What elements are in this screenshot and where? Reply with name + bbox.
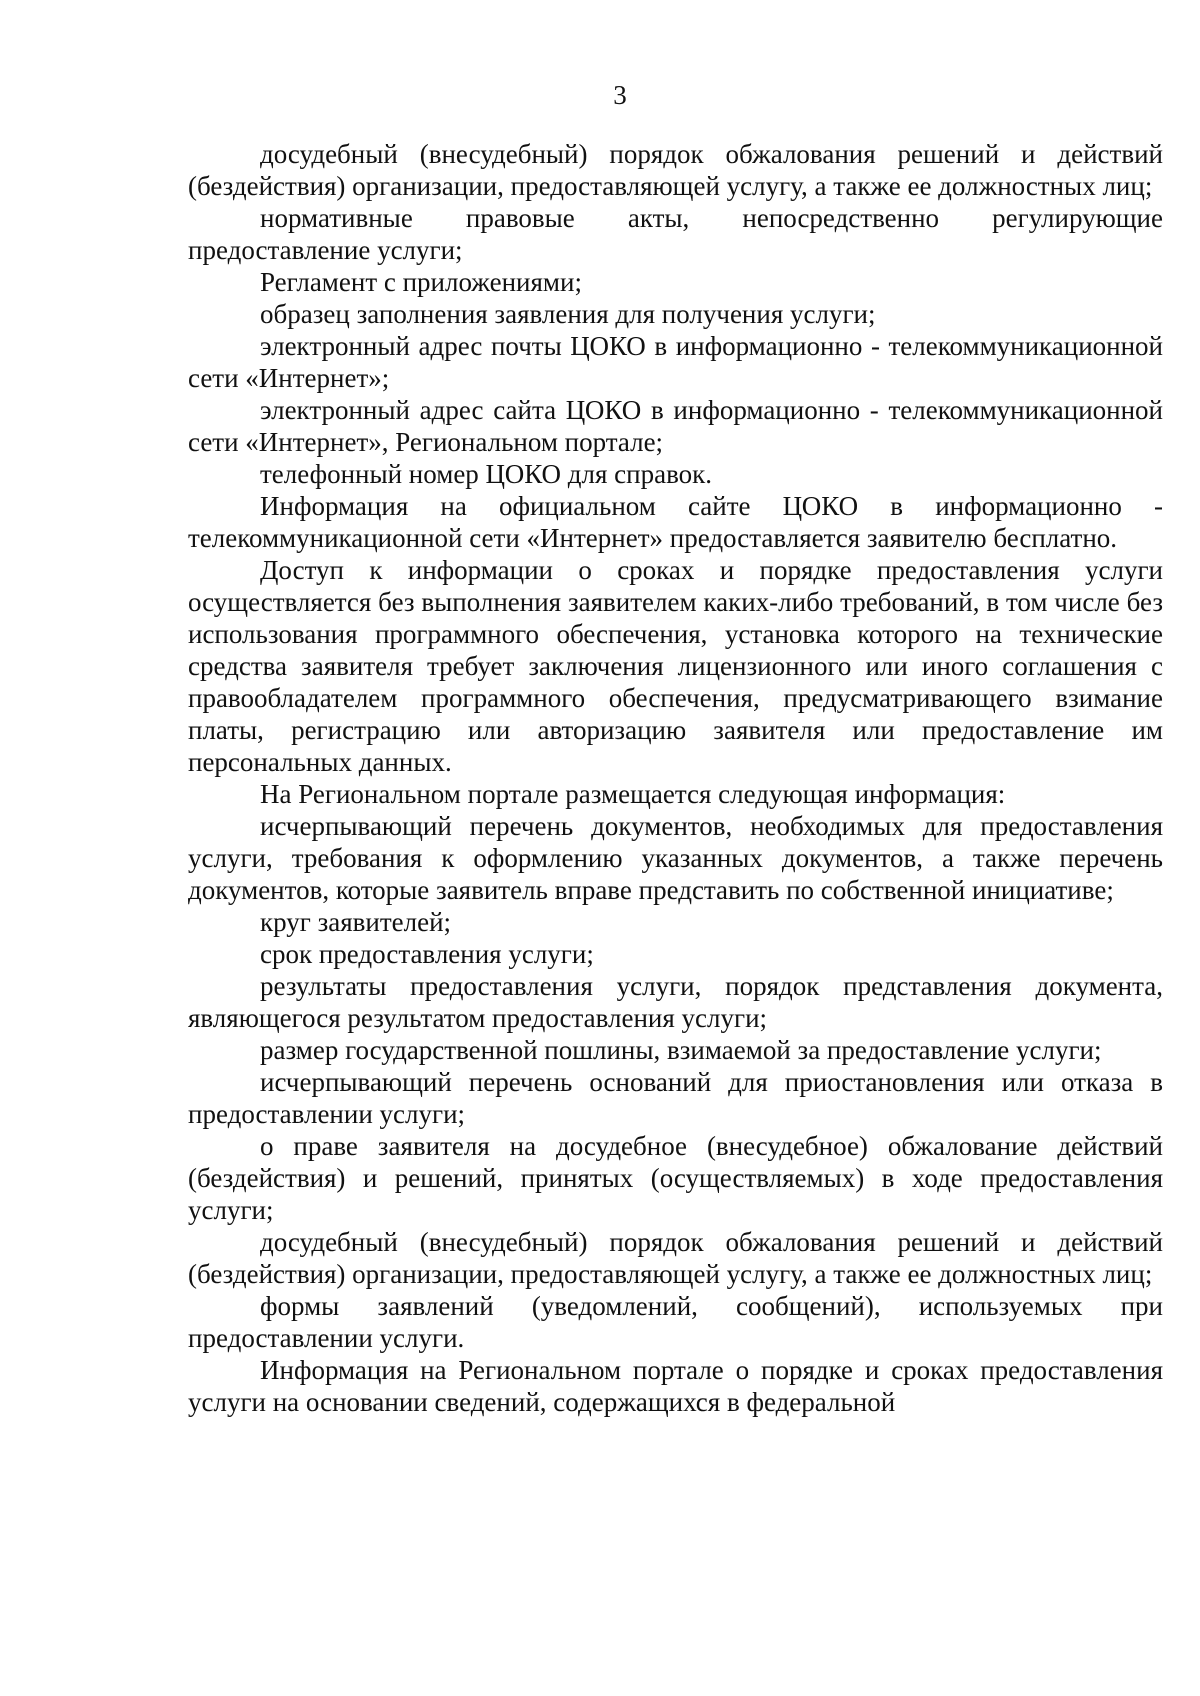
paragraph: телефонный номер ЦОКО для справок. [260,459,713,489]
paragraph: о праве заявителя на досудебное (внесудебное) обжалование действий (бездействия) и решений, принятых (осуществляемых) в ходе предоставления услуги; [188,1131,1163,1225]
document-body [188,138,1163,1418]
paragraph: круг заявителей; [260,907,452,937]
paragraph: исчерпывающий перечень документов, необходимых для предоставления услуги, требования к оформлению указанных документов, а также перечень документов, которые заявитель вправе представить по собственной инициативе; [188,811,1163,905]
paragraph: Информация на официальном сайте ЦОКО в информационно - телекоммуникационной сети «Интернет» предоставляется заявителю бесплатно. [188,491,1163,553]
paragraph: досудебный (внесудебный) порядок обжалования решений и действий (бездействия) организации, предоставляющей услугу, а также ее должностных лиц; [188,1227,1163,1289]
paragraph: образец заполнения заявления для получения услуги; [260,299,876,329]
paragraph: исчерпывающий перечень оснований для приостановления или отказа в предоставлении услуги; [188,1067,1163,1129]
paragraph: нормативные правовые акты, непосредственно регулирующие предоставление услуги; [188,203,1163,265]
paragraph: размер государственной пошлины, взимаемой за предоставление услуги; [260,1035,1102,1065]
paragraph: электронный адрес почты ЦОКО в информационно - телекоммуникационной сети «Интернет»; [188,331,1163,393]
paragraph: результаты предоставления услуги, порядок представления документа, являющегося результатом предоставления услуги; [188,971,1163,1033]
paragraph: Информация на Региональном портале о порядке и сроках предоставления услуги на основании сведений, содержащихся в федеральной [188,1355,1163,1417]
paragraph: Доступ к информации о сроках и порядке предоставления услуги осуществляется без выполнения заявителем каких-либо требований, в том числе без использования программного обеспечения, установка которого на технические средства заявителя требует заключения лицензионного или иного соглашения с правообладателем программного обеспечения, предусматривающего взимание платы, регистрацию или авторизацию заявителя или предоставление им персональных данных. [188,555,1163,777]
paragraph: срок предоставления услуги; [260,939,594,969]
paragraph: электронный адрес сайта ЦОКО в информационно - телекоммуникационной сети «Интернет», Региональном портале; [188,395,1163,457]
paragraph: досудебный (внесудебный) порядок обжалования решений и действий (бездействия) организации, предоставляющей услугу, а также ее должностных лиц; [188,139,1163,201]
page-number: 3 [613,80,627,110]
paragraph: Регламент с приложениями; [260,267,582,297]
paragraph: формы заявлений (уведомлений, сообщений), используемых при предоставлении услуги. [188,1291,1163,1353]
paragraph: На Региональном портале размещается следующая информация: [260,779,1006,809]
